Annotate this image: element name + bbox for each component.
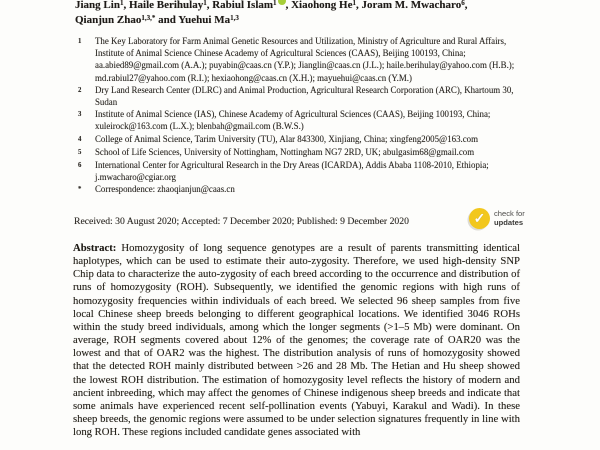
badge-label-line2: updates bbox=[494, 217, 524, 227]
author-separator: and bbox=[155, 13, 179, 26]
author-affiliation-marker: 1 bbox=[119, 0, 124, 8]
author-affiliation-marker: 1 bbox=[352, 0, 357, 8]
author-affiliation-marker: 1,3 bbox=[230, 13, 239, 22]
author-separator: , bbox=[123, 0, 129, 11]
affiliation-number: 1 bbox=[78, 38, 82, 45]
author-separator: , bbox=[206, 0, 213, 11]
abstract bbox=[73, 242, 520, 439]
affiliation-number: 5 bbox=[78, 148, 82, 156]
article-dates: Received: 30 August 2020; Accepted: 7 December 2020; Published: 9 December 2020 bbox=[74, 216, 409, 227]
affiliation-row bbox=[78, 159, 522, 183]
abstract-text: Homozygosity of long sequence genotypes are a result of parents transmitting identical haplotypes, which can be used to estimate their auto-zygosity. Therefore, we used high-density SNP Chip data to characterize the auto-zygosity of each breed according to the occurrence and distribution of runs of homozygosity (ROH). Subsequently, we identified the genomic regions with high runs of homozygosity frequencies within individuals of each breed. We selected 96 sheep samples from five local Chinese sheep breeds belonging to different geographical locations. We identified 3046 ROHs within the study breed individuals, among which the longer segments (>1–5 Mb) were dominant. On average, ROH segments covered about 12% of the genomes; the coverage rate of OAR20 was the lowest and that of OAR2 was the highest. The distribution analysis of runs of homozygosity showed that the detected ROH mainly distributed between >26 and 28 Mb. The Hetian and Hu sheep showed the lowest ROH distribution. The estimation of homozygosity level reflects the history of modern and ancient inbreeding, which may affect the genomes of Chinese indigenous sheep breeds and indicate that some animals have experienced recent self-pollination events (Yabuyi, Karakul and Wadi). In these sheep breeds, the genomic regions were assumed to be under selection signatures frequently in line with long ROH. These regions included candidate genes associated with bbox=[73, 242, 520, 439]
abstract-label: Abstract: bbox=[73, 242, 117, 254]
affiliation-row bbox=[78, 146, 522, 159]
correspondence-row bbox=[78, 183, 522, 196]
affiliation-row bbox=[78, 84, 522, 108]
affiliation-number: 2 bbox=[78, 86, 82, 94]
badge-label-line1: check for bbox=[494, 208, 525, 218]
author-separator: , bbox=[285, 0, 292, 11]
check-for-updates-badge[interactable] bbox=[469, 208, 525, 229]
affiliation-text: International Center for Agricultural Research in the Dry Areas (ICARDA), Addis Ababa 1108-2010, Ethiopia; j.mwacharo@cgiar.org bbox=[95, 160, 489, 183]
author-name: Xiaohong He bbox=[291, 0, 353, 11]
author-name: Yuehui Ma bbox=[178, 13, 231, 26]
correspondence-marker: * bbox=[78, 186, 82, 194]
author-separator: , bbox=[464, 0, 468, 11]
author-affiliation-marker: 1 bbox=[203, 0, 207, 8]
author-line-2 bbox=[75, 13, 555, 28]
author-name: Rabiul Islam bbox=[212, 0, 274, 11]
affiliation-number: 6 bbox=[78, 162, 82, 170]
orcid-icon[interactable] bbox=[278, 0, 286, 5]
checkmark-icon: ✓ bbox=[469, 208, 490, 229]
affiliation-row bbox=[78, 133, 522, 146]
author-name: Qianjun Zhao bbox=[75, 13, 142, 26]
affiliation-text: Institute of Animal Science (IAS), Chinese Academy of Agricultural Sciences (CAAS), Beijing 100193, China; xuleirock@163.com (L.X.); blenbah@gmail.com (B.W.S.) bbox=[95, 109, 491, 132]
affiliation-text: The Key Laboratory for Farm Animal Genetic Resources and Utilization, Ministry of Agriculture and Rural Affairs, Institute of Animal Science Chinese Academy of Agricultural Sciences (CAAS), Beijing 100193, China; aa.abied89@gmail.com (A.A.); puyabin@caas.cn (Y.P.); Jianglin@caas.cn (J.L.); haile.berihulay@yahoo.com (H.B.); md.rabiul27@yahoo.com (R.I.); hexiaohong@caas.cn (X.H.); mayuehui@caas.cn (Y.M.) bbox=[95, 36, 515, 83]
affiliation-list bbox=[78, 35, 522, 197]
correspondence-text: Correspondence: zhaoqianjun@caas.cn bbox=[95, 184, 235, 195]
author-list bbox=[75, 0, 555, 27]
author-affiliation-marker: 6 bbox=[461, 0, 465, 8]
affiliation-text: College of Animal Science, Tarim University (TU), Alar 843300, Xinjiang, China; xingfeng2005@163.com bbox=[95, 133, 479, 144]
author-name: Haile Berihulay bbox=[128, 0, 204, 11]
author-name: Jiang Lin bbox=[75, 0, 120, 11]
author-affiliation-marker: 1 bbox=[273, 0, 277, 8]
affiliation-text: School of Life Sciences, University of Nottingham, Nottingham NG7 2RD, UK; abulgasim68@gmail.com bbox=[95, 146, 475, 157]
affiliation-text: Dry Land Research Center (DLRC) and Animal Production, Agricultural Research Corporation (ARC), Khartoum 30, Sudan bbox=[95, 84, 514, 108]
author-line-1 bbox=[75, 0, 555, 13]
affiliation-number: 4 bbox=[78, 135, 82, 143]
affiliation-row bbox=[78, 35, 522, 84]
author-separator: , bbox=[356, 0, 362, 11]
affiliation-number: 3 bbox=[78, 111, 82, 119]
author-affiliation-marker: 1,3,* bbox=[141, 13, 156, 22]
affiliation-row bbox=[78, 108, 522, 132]
author-name: Joram M. Mwacharo bbox=[361, 0, 462, 11]
badge-label bbox=[494, 210, 525, 227]
